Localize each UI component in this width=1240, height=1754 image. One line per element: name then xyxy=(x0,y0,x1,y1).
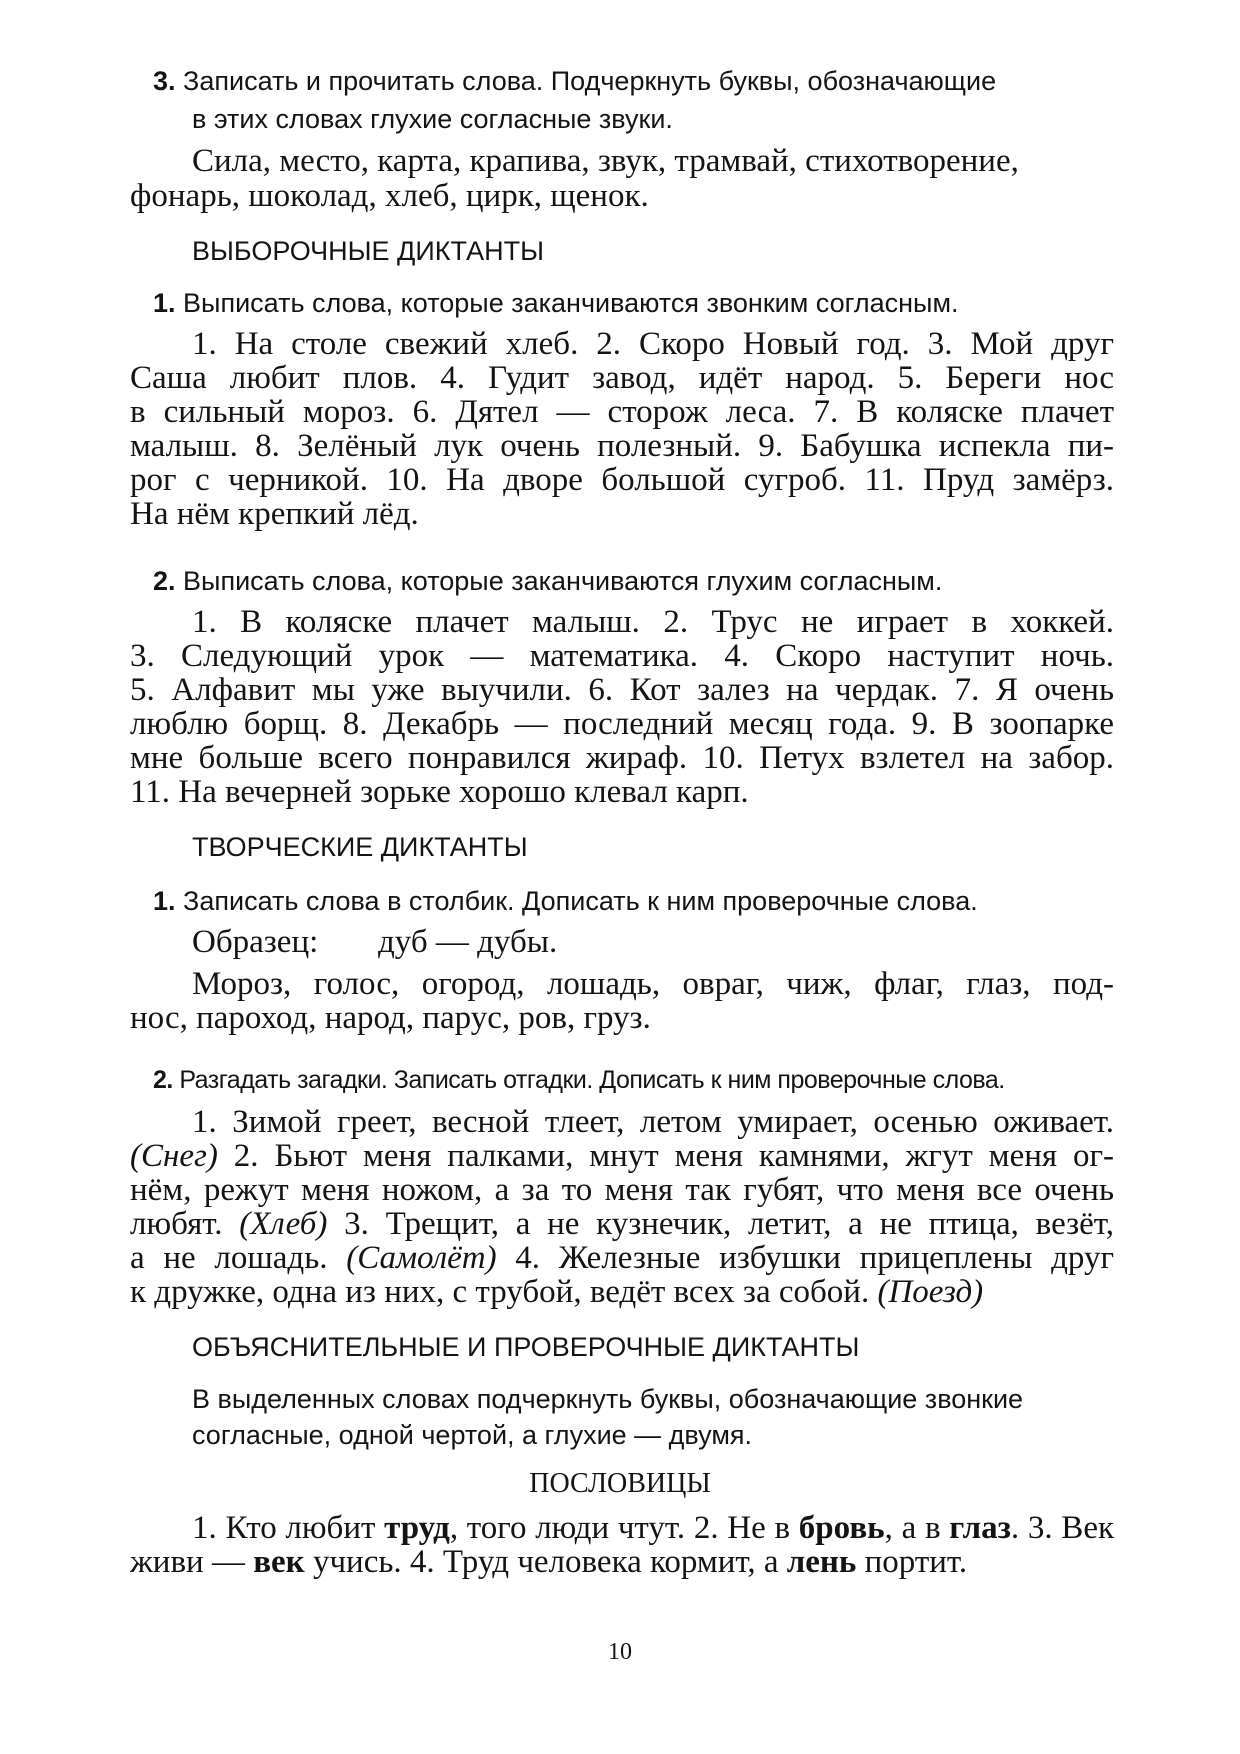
exercise-3-text-line-1: Сила, место, карта, крапива, звук, трамвай, стихотворение, xyxy=(192,143,1019,179)
sample-text: дуб — дубы. xyxy=(378,924,558,960)
riddles-line-3: нём, режут меня ножом, а за то меня так губят, что меня все очень xyxy=(130,1172,1114,1208)
highlighted-word: бровь xyxy=(798,1510,885,1546)
highlighted-word: труд xyxy=(384,1510,450,1546)
answer-train: (Поезд) xyxy=(877,1274,984,1310)
dictation-2-line-6: 11. На вечерней зорьке хорошо клевал карп. xyxy=(130,774,749,810)
creative-1-line-1: Мороз, голос, огород, лошадь, овраг, чиж, флаг, глаз, под- xyxy=(192,966,1114,1002)
explanatory-instruction-line-1: В выделенных словах подчеркнуть буквы, обозначающие звонкие xyxy=(192,1384,1024,1414)
riddle-text: а не лошадь. xyxy=(130,1240,347,1276)
highlighted-word: глаз xyxy=(949,1510,1011,1546)
creative-exercise-2-instruction xyxy=(153,1068,1005,1093)
proverb-text: портит. xyxy=(856,1544,968,1580)
proverb-text: . 3. Век xyxy=(1010,1510,1114,1546)
instruction-text: Записать слова в столбик. Дописать к ним проверочные слова. xyxy=(183,886,978,916)
exercise-2-instruction xyxy=(153,568,942,595)
creative-1-line-2: нос, пароход, народ, парус, ров, груз. xyxy=(130,1000,651,1036)
riddle-text: к дружке, одна из них, с трубой, ведёт всех за собой. xyxy=(130,1274,878,1310)
instruction-text: Выписать слова, которые заканчиваются звонким согласным. xyxy=(183,288,959,318)
section-heading-explanatory-dictations: ОБЪЯСНИТЕЛЬНЫЕ И ПРОВЕРОЧНЫЕ ДИКТАНТЫ xyxy=(192,1332,860,1362)
proverb-text: учись. 4. Труд человека кормит, а xyxy=(304,1544,787,1580)
proverbs-title: ПОСЛОВИЦЫ xyxy=(529,1468,711,1499)
riddle-text: 2. Бьют меня палками, мнут меня камнями, жгут меня ог- xyxy=(217,1138,1114,1174)
exercise-3-instruction-line-1 xyxy=(153,68,996,95)
highlighted-word: лень xyxy=(786,1544,857,1580)
exercise-3-instruction-line-2: в этих словах глухие согласные звуки. xyxy=(192,104,673,134)
dictation-1-line-1: 1. На столе свежий хлеб. 2. Скоро Новый год. 3. Мой друг xyxy=(192,326,1114,362)
riddles-line-6 xyxy=(130,1276,983,1309)
proverb-text: , а в xyxy=(884,1510,950,1546)
dictation-2-line-5: мне больше всего понравился жираф. 10. Петух взлетел на забор. xyxy=(130,740,1114,776)
instruction-text: Разгадать загадки. Записать отгадки. Дописать к ним проверочные слова. xyxy=(179,1066,1005,1094)
dictation-1-line-5: рог с черникой. 10. На дворе большой сугроб. 11. Пруд замёрз. xyxy=(130,462,1114,498)
creative-exercise-1-instruction xyxy=(153,888,978,915)
exercise-number: 2. xyxy=(153,566,176,596)
dictation-2-line-4: люблю борщ. 8. Декабрь — последний месяц года. 9. В зоопарке xyxy=(130,706,1114,742)
dictation-1-line-4: малыш. 8. Зелёный лук очень полезный. 9. Бабушка испекла пи- xyxy=(130,428,1114,464)
proverb-text: живи — xyxy=(130,1544,254,1580)
dictation-2-line-1: 1. В коляске плачет малыш. 2. Трус не играет в хоккей. xyxy=(192,604,1114,640)
instruction-text: Выписать слова, которые заканчиваются глухим согласным. xyxy=(183,566,943,596)
riddles-line-4 xyxy=(130,1208,1114,1241)
answer-airplane: (Самолёт) xyxy=(346,1240,497,1276)
riddle-text: 3. Трещит, а не кузнечик, летит, а не птица, везёт, xyxy=(327,1206,1114,1242)
exercise-number: 1. xyxy=(153,288,176,318)
riddles-line-5 xyxy=(130,1242,1114,1275)
dictation-1-line-3: в сильный мороз. 6. Дятел — сторож леса. 7. В коляске плачет xyxy=(130,394,1114,430)
page-number: 10 xyxy=(608,1639,632,1665)
exercise-1-instruction xyxy=(153,290,959,317)
dictation-2-line-2: 3. Следующий урок — математика. 4. Скоро наступит ночь. xyxy=(130,638,1114,674)
dictation-2-line-3: 5. Алфавит мы уже выучили. 6. Кот залез на чердак. 7. Я очень xyxy=(130,672,1114,708)
riddle-text: 4. Железные избушки прицеплены друг xyxy=(496,1240,1114,1276)
highlighted-word: век xyxy=(253,1544,305,1580)
answer-bread: (Хлеб) xyxy=(239,1206,328,1242)
proverb-text: 1. Кто любит xyxy=(192,1510,385,1546)
riddles-line-1: 1. Зимой греет, весной тлеет, летом умирает, осенью оживает. xyxy=(192,1104,1114,1140)
dictation-1-line-6: На нём крепкий лёд. xyxy=(130,496,419,532)
riddle-text: любят. xyxy=(130,1206,240,1242)
proverbs-line-1 xyxy=(192,1512,1114,1545)
exercise-number: 1. xyxy=(153,886,176,916)
proverbs-line-2 xyxy=(130,1546,967,1579)
dictation-1-line-2: Саша любит плов. 4. Гудит завод, идёт народ. 5. Береги нос xyxy=(130,360,1114,396)
proverb-text: , того люди чтут. 2. Не в xyxy=(449,1510,799,1546)
exercise-3-text-line-2: фонарь, шоколад, хлеб, цирк, щенок. xyxy=(130,178,649,214)
exercise-number: 3. xyxy=(153,66,176,96)
instruction-text: Записать и прочитать слова. Подчеркнуть буквы, обозначающие xyxy=(183,66,997,96)
exercise-number: 2. xyxy=(153,1066,173,1094)
explanatory-instruction-line-2: согласные, одной чертой, а глухие — двумя. xyxy=(192,1420,753,1450)
section-heading-selective-dictations: ВЫБОРОЧНЫЕ ДИКТАНТЫ xyxy=(192,236,544,266)
section-heading-creative-dictations: ТВОРЧЕСКИЕ ДИКТАНТЫ xyxy=(192,832,528,862)
sample-label: Образец: xyxy=(192,924,319,960)
answer-snow: (Снег) xyxy=(130,1138,218,1174)
riddles-line-2 xyxy=(130,1140,1114,1173)
